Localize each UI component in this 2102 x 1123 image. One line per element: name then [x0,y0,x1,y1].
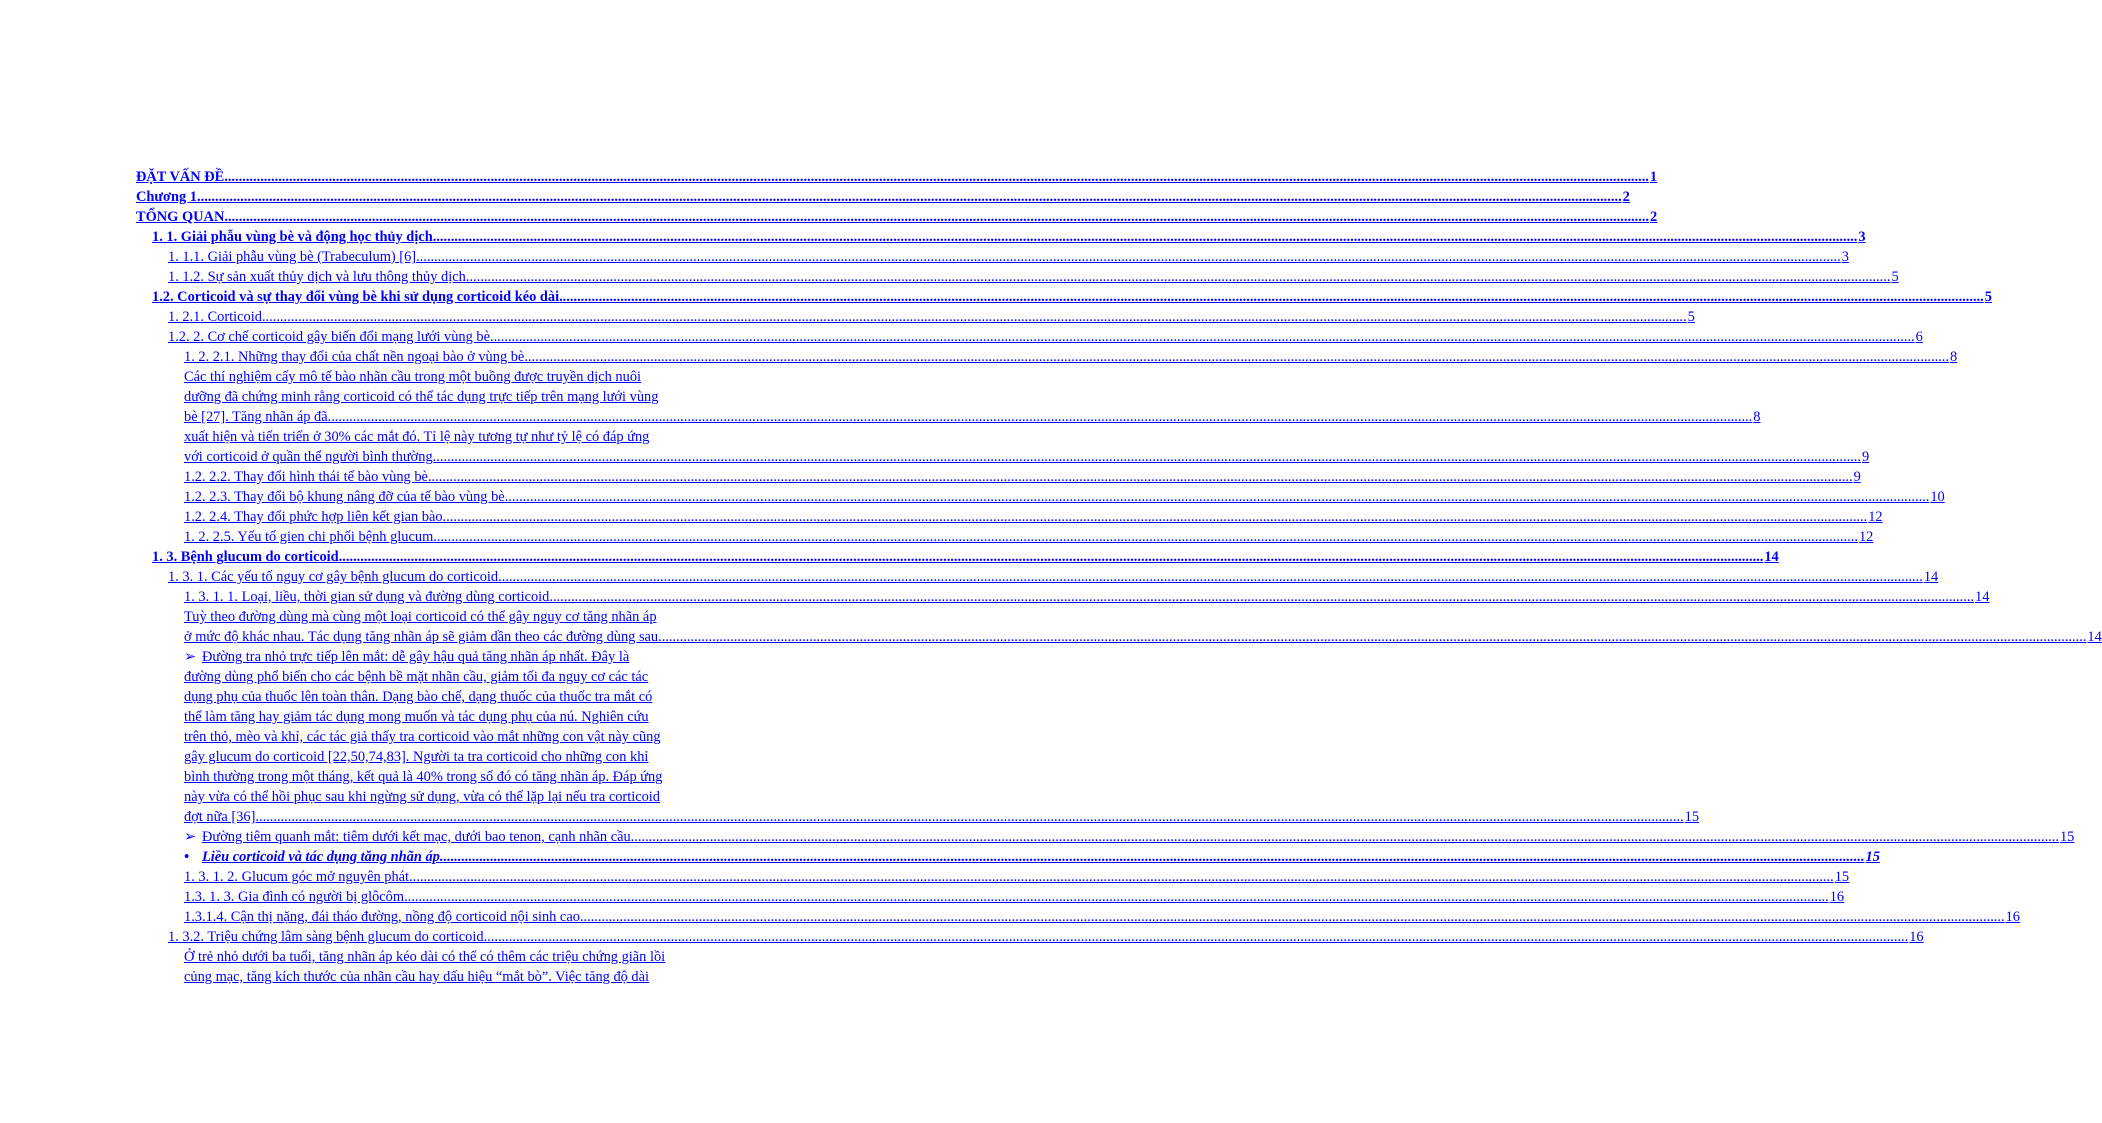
page-number: 16 [2005,909,2020,925]
toc-entry-line[interactable] [184,647,740,667]
toc-entry-line[interactable] [184,687,740,707]
toc-item [184,827,2075,847]
table-of-contents [136,167,2102,987]
toc-entry[interactable] [136,167,1658,187]
entry-text: 1.2. 2.4. Thay đổi phức hợp liên kết gian bào [184,509,443,525]
toc-item [184,367,1761,427]
toc-entry[interactable] [168,307,1695,327]
entry-text: đợt nữa [36]. [184,809,259,825]
page-number: 10 [1930,489,1945,505]
toc-entry[interactable] [184,507,1883,527]
entry-text: 1. 1. Giải phẫu vùng bè và động học thủy dịch [152,229,433,245]
entry-text: 1. 2. 2.5. Yếu tố gien chi phối bệnh glucum [184,529,434,545]
entry-text: đường dùng phổ biến cho các bệnh bề mặt nhãn cầu, giảm tối đa nguy cơ các tác [184,669,649,685]
entry-text: 1. 3.2. Triệu chứng lâm sàng bệnh glucum do corticoid [168,929,484,945]
entry-text: Ở trẻ nhỏ dưới ba tuổi, tăng nhãn áp kéo dài có thể có thêm các triệu chứng giãn lồi [184,949,666,965]
toc-item [168,307,1695,327]
dot-leader: ............................................................................................................................................................................................................................................................................................................................................................................................................ [504,489,1930,505]
toc-item [184,587,1990,607]
toc-item [184,527,1874,547]
dot-leader: ............................................................................................................................................................................................................................................................................................................................................................................................................ [197,189,1622,205]
toc-entry[interactable] [184,887,1845,907]
entry-text: 1. 2.1. Corticoid [168,309,262,325]
toc-entry[interactable] [184,347,1958,367]
toc-entry[interactable] [168,247,1849,267]
page-number: 5 [1984,289,1992,305]
dot-leader: ............................................................................................................................................................................................................................................................................................................................................................................................................ [439,849,1865,865]
dot-leader: ............................................................................................................................................................................................................................................................................................................................................................................................................ [524,349,1949,365]
entry-text: với corticoid ở quần thể người bình thường. [184,449,437,465]
dot-leader: ............................................................................................................................................................................................................................................................................................................................................................................................................ [427,469,1853,485]
toc-entry[interactable] [152,287,1992,307]
toc-entry[interactable] [184,807,1700,827]
entry-text: 1. 3. 1. Các yếu tố nguy cơ gây bệnh glucum do corticoid [168,569,499,585]
toc-entry[interactable] [168,327,1923,347]
page-number: 14 [1923,569,1939,585]
dot-leader: ............................................................................................................................................................................................................................................................................................................................................................................................................ [327,409,1753,425]
entry-text: Các thí nghiệm cấy mô tế bào nhãn cầu trong một buồng được truyền dịch nuôi [184,369,642,385]
page-number: 9 [1861,449,1870,465]
toc-entry-line[interactable] [184,947,740,967]
toc-item [184,847,1880,867]
toc-item [152,227,1866,247]
toc-item [136,187,1630,207]
toc-entry[interactable] [152,227,1866,247]
toc-item [136,167,1658,187]
page-number: 14 [1975,589,1990,605]
page-number: 15 [1684,809,1700,825]
page-number: 16 [1909,929,1924,945]
toc-entry[interactable] [168,927,1924,947]
toc-item [184,467,1861,487]
toc-entry[interactable] [136,207,1658,227]
dot-leader: ............................................................................................................................................................................................................................................................................................................................................................................................................ [483,929,1909,945]
entry-text: 1. 2. 2.1. Những thay đổi của chất nền ngoại bào ở vùng bè [184,349,525,365]
page-number: 9 [1853,469,1861,485]
dot-leader: ............................................................................................................................................................................................................................................................................................................................................................................................................ [338,549,1764,565]
entry-text: thể làm tăng hay giảm tác dụng mong muốn và tác dụng phụ của nú. Nghiên cứu [184,709,649,725]
page-number: 3 [1858,229,1866,245]
entry-text: ĐẶT VẤN ĐỀ [136,169,225,185]
dot-leader: ............................................................................................................................................................................................................................................................................................................................................................................................................ [224,169,1649,185]
toc-item [184,887,1845,907]
dot-leader: ............................................................................................................................................................................................................................................................................................................................................................................................................ [224,209,1650,225]
entry-text: 1.2. 2.3. Thay đổi bộ khung nâng đỡ của tế bào vùng bè [184,489,505,505]
toc-item [184,647,1700,827]
toc-entry-line[interactable] [184,747,740,767]
toc-item [184,347,1958,367]
entry-text: dưỡng đã chứng minh rằng corticoid có thể tác dụng trực tiếp trên mạng lưới vùng [184,389,659,405]
toc-entry-line[interactable] [184,767,740,787]
page-number: 8 [1753,409,1761,425]
dot-leader: ............................................................................................................................................................................................................................................................................................................................................................................................................ [489,329,1915,345]
page-number: 8 [1950,349,1958,365]
toc-entry-line[interactable] [184,727,740,747]
entry-text: bình thường trong một tháng, kết quả là 40% trong số đó có tăng nhãn áp. Đáp ứng [184,769,663,785]
entry-text: 1.2. 2. Cơ chế corticoid gây biến đổi mạng lưới vùng bè [168,329,490,345]
entry-text: 1. 3. Bệnh glucum do corticoid [152,549,339,565]
bullet-icon: ➢ [184,649,197,665]
toc-entry[interactable] [168,567,1939,587]
entry-text: xuất hiện và tiến triển ở 30% các mắt đó. Tỉ lệ này tương tự như tỷ lệ có đáp ứng [184,429,650,445]
toc-entry-line[interactable] [184,667,740,687]
toc-entry[interactable] [184,527,1874,547]
entry-text: 1.3.1.4. Cận thị nặng, đái tháo đường, nồng độ corticoid nội sinh cao [184,909,580,925]
dot-leader: ............................................................................................................................................................................................................................................................................................................................................................................................................ [579,909,2005,925]
toc-entry[interactable] [184,487,1945,507]
toc-item [184,907,2020,927]
entry-text: bè [27]. Tăng nhãn áp đã [184,409,328,425]
dot-leader: ............................................................................................................................................................................................................................................................................................................................................................................................................ [634,829,2059,845]
toc-entry[interactable] [152,547,1779,567]
entry-text: 1. 1.1. Giải phẫu vùng bè (Trabeculum) [6] [168,249,417,265]
toc-item [152,287,1992,307]
entry-text: TỔNG QUAN [136,209,225,225]
entry-text: dụng phụ của thuốc lên toàn thân. Dạng bào chế, dạng thuốc của thuốc tra mắt có [184,689,653,705]
page-number: 2 [1622,189,1630,205]
dot-leader: ............................................................................................................................................................................................................................................................................................................................................................................................................ [432,229,1858,245]
entry-text-group [184,847,440,867]
entry-text: Liều corticoid và tác dụng tăng nhãn áp [202,849,440,865]
toc-entry[interactable] [184,827,2075,847]
dot-leader: ............................................................................................................................................................................................................................................................................................................................................................................................................ [661,629,2087,645]
toc-entry-line[interactable] [184,707,740,727]
entry-text: ở mức độ khác nhau. Tác dụng tăng nhãn áp sẽ giảm dần theo các đường dùng sau. [184,629,662,645]
toc-entry-line[interactable] [184,387,740,407]
page-number: 5 [1891,269,1899,285]
toc-entry-line[interactable] [184,427,740,447]
dot-leader: ............................................................................................................................................................................................................................................................................................................................................................................................................ [416,249,1841,265]
entry-text: trên thỏ, mèo và khỉ, các tác giả thấy tra corticoid vào mắt những con vật này cũng [184,729,661,745]
toc-item [136,207,1658,227]
toc-entry[interactable] [184,587,1990,607]
entry-text: 1.2. Corticoid và sự thay đổi vùng bè khi sử dụng corticoid kéo dài [152,289,560,305]
toc-entry-line[interactable] [184,787,740,807]
bullet-icon: • [184,849,190,865]
toc-entry-line[interactable] [184,607,740,627]
toc-item [184,607,2102,647]
entry-text: Đường tiêm quanh mắt: tiêm dưới kết mạc, dưới bao tenon, cạnh nhãn cầu. [202,829,635,845]
dot-leader: ............................................................................................................................................................................................................................................................................................................................................................................................................ [442,509,1868,525]
toc-entry[interactable] [184,447,1870,467]
toc-item [168,927,1924,947]
page-number: 14 [1764,549,1779,565]
entry-text: này vừa có thể hồi phục sau khi ngừng sử dụng, vừa có thể lặp lại nếu tra corticoid [184,789,660,805]
toc-entry-line[interactable] [184,967,740,987]
page-number: 1 [1649,169,1658,185]
entry-text: 1.2. 2.2. Thay đổi hình thái tế bào vùng bè [184,469,428,485]
dot-leader: ............................................................................................................................................................................................................................................................................................................................................................................................................ [404,889,1829,905]
dot-leader: ............................................................................................................................................................................................................................................................................................................................................................................................................ [465,269,1891,285]
dot-leader: ............................................................................................................................................................................................................................................................................................................................................................................................................ [258,809,1684,825]
dot-leader: ............................................................................................................................................................................................................................................................................................................................................................................................................ [433,529,1858,545]
toc-item [152,547,1779,567]
entry-text: 1. 3. 1. 1. Loại, liều, thời gian sử dụng và đường dùng corticoid [184,589,550,605]
entry-text: gây glucum do corticoid [22,50,74,83]. Người ta tra corticoid cho những con khỉ [184,749,649,765]
dot-leader: ............................................................................................................................................................................................................................................................................................................................................................................................................ [498,569,1923,585]
toc-item [168,247,1849,267]
toc-item [168,567,1939,587]
toc-entry[interactable] [184,407,1761,427]
page-number: 2 [1650,209,1658,225]
page-number: 6 [1915,329,1923,345]
toc-entry[interactable] [184,867,1850,887]
toc-item [184,507,1883,527]
page-number: 12 [1868,509,1883,525]
dot-leader: ............................................................................................................................................................................................................................................................................................................................................................................................................ [436,449,1861,465]
entry-text-group [184,827,634,847]
entry-text-group [184,649,629,665]
toc-item [184,487,1945,507]
toc-entry[interactable] [184,627,2102,647]
toc-entry[interactable] [184,467,1861,487]
page-number: 16 [1829,889,1845,905]
dot-leader: ............................................................................................................................................................................................................................................................................................................................................................................................................ [559,289,1984,305]
toc-entry-line[interactable] [184,367,740,387]
page-number: 3 [1841,249,1849,265]
toc-item [168,327,1923,347]
toc-item [184,947,740,987]
entry-text: 1.3. 1. 3. Gia đình có người bị glôcôm [184,889,405,905]
entry-text: Đường tra nhỏ trực tiếp lên mắt: dễ gây hậu quả tăng nhãn áp nhất. Đây là [202,649,630,665]
page-number: 15 [1865,849,1880,865]
toc-item [184,427,1870,467]
entry-text: Chương 1 [136,189,197,205]
toc-entry[interactable] [184,847,1880,867]
dot-leader: ............................................................................................................................................................................................................................................................................................................................................................................................................ [549,589,1975,605]
entry-text: Tuỳ theo đường dùng mà cùng một loại corticoid có thể gây nguy cơ tăng nhãn áp [184,609,657,625]
page-number: 15 [1834,869,1850,885]
dot-leader: ............................................................................................................................................................................................................................................................................................................................................................................................................ [261,309,1687,325]
page-number: 15 [2059,829,2075,845]
toc-entry[interactable] [168,267,1899,287]
page-number: 12 [1858,529,1874,545]
bullet-icon: ➢ [184,829,197,845]
dot-leader: ............................................................................................................................................................................................................................................................................................................................................................................................................ [409,869,1834,885]
toc-item [168,267,1899,287]
page-number: 5 [1687,309,1695,325]
entry-text: củng mạc, tăng kích thước của nhãn cầu hay dấu hiệu “mắt bò”. Việc tăng độ dài [184,969,650,985]
entry-text: 1. 3. 1. 2. Glucum góc mở nguyên phát [184,869,410,885]
toc-entry[interactable] [136,187,1630,207]
toc-item [184,867,1850,887]
toc-entry[interactable] [184,907,2020,927]
page-number: 14 [2087,629,2102,645]
entry-text: 1. 1.2. Sự sản xuất thủy dịch và lưu thông thủy dịch [168,269,466,285]
